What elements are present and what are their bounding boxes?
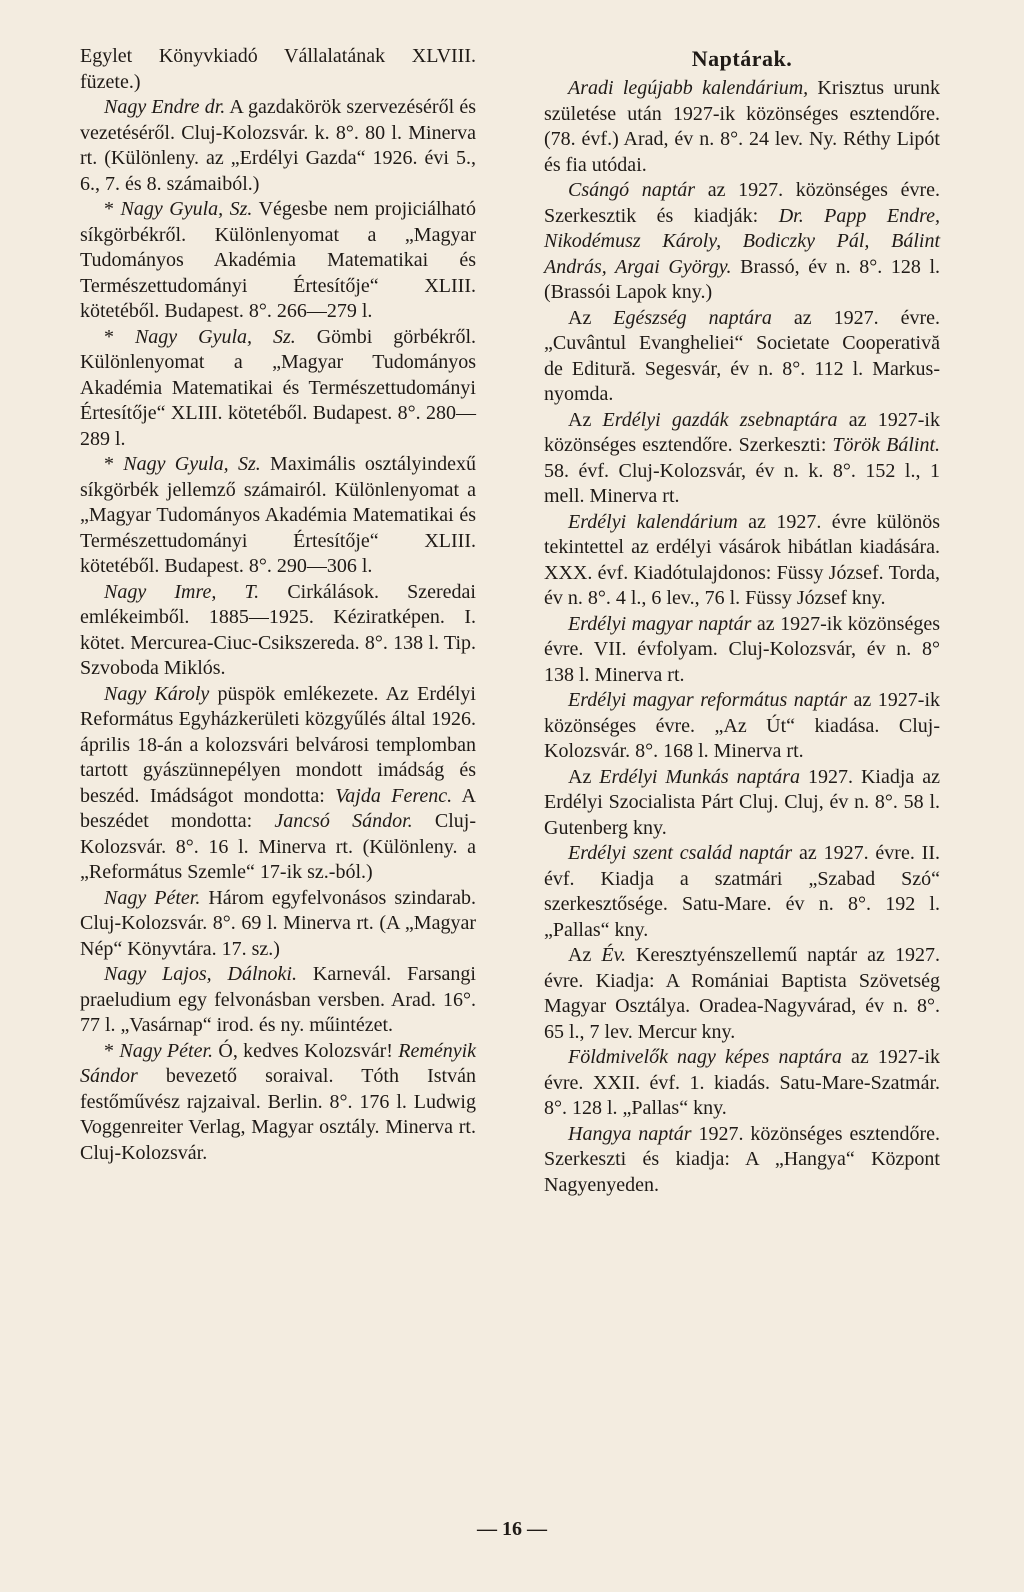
entry-text: Krisztus urunk születése után 1927-ik közönséges esztendőre. (78. évf.) Arad, év n. 8°. 24 lev. Ny. Réthy Lipót és fia utódai. bbox=[544, 77, 940, 176]
entry-author: Nagy Gyula, Sz. bbox=[134, 325, 296, 348]
entry-title: Erdélyi magyar református naptár bbox=[568, 689, 848, 711]
entry-title: Erdélyi gazdák zsebnaptára bbox=[602, 408, 838, 431]
entry-person: Jancsó Sándor. bbox=[274, 810, 413, 832]
entry-text: A beszédet mondotta: bbox=[80, 784, 477, 832]
entry-text: Maximális osztályindexű síkgörbék jellemző számairól. Különlenyomat a „Magyar Tudományos Akadémia Matematikai és Természettudományi Értesítője“ XLIII. kötetéből. Budapest. 8°. 290—306 l. bbox=[80, 453, 476, 577]
entry-text: az 1927-ik közönséges évre. VII. évfolyam. Cluj-Kolozsvár, év n. 8° 138 l. Minerva rt. bbox=[544, 612, 940, 686]
section-heading: Naptárak. bbox=[691, 46, 793, 71]
entry-nagy-imre bbox=[80, 580, 476, 682]
entry-erdelyi-kalendarium bbox=[544, 510, 940, 612]
entry-text: Cluj-Kolozsvár. 8°. 16 l. Minerva rt. (Különleny. a „Református Szemle“ 17-ik sz.-ból.) bbox=[80, 810, 476, 883]
entry-az-ev bbox=[544, 943, 940, 1045]
entry-star: * bbox=[104, 453, 124, 475]
entry-szent-csalad bbox=[544, 841, 940, 943]
entry-person: Török Bálint. bbox=[832, 434, 940, 456]
entry-title: Aradi legújabb kalendárium, bbox=[568, 77, 809, 99]
entry-title: Erdélyi Munkás naptára bbox=[599, 765, 801, 788]
entry-text: Három egyfelvonásos szindarab. Cluj-Kolozsvár. 8°. 69 l. Minerva rt. (A „Magyar Nép“ Könyvtára. 17. sz.) bbox=[80, 886, 476, 960]
entry-foldmivelok bbox=[544, 1045, 940, 1122]
entry-author: Nagy Péter. bbox=[104, 886, 201, 909]
entry-text: Az bbox=[568, 306, 614, 329]
entry-text: az 1927. évre különös tekintettel az erdélyi vásárok hibátlan kiadására. XXX. évf. Kiadótulajdonos: Füssy József. Torda, év n. 8°. 4 l., 6 lev., 76 l. Füssy József kny. bbox=[544, 510, 940, 609]
entry-text: Az bbox=[568, 408, 603, 431]
entry-person: Vajda Ferenc. bbox=[335, 784, 453, 807]
entry-title: Hangya naptár bbox=[568, 1122, 692, 1145]
entry-text: Cirkálások. Szeredai emlékeimből. 1885—1925. Kéziratképen. I. kötet. Mercurea-Ciuc-Csikszereda. 8°. 138 l. Tip. Szvoboda Miklós. bbox=[80, 580, 476, 679]
entry-title: Csángó naptár bbox=[568, 179, 696, 201]
entry-title: Erdélyi kalendárium bbox=[568, 510, 738, 533]
entry-star: * bbox=[104, 325, 135, 348]
entry-text: az 1927-ik közönséges esztendőre. Szerkeszti: bbox=[544, 408, 940, 456]
entry-title: Erdélyi magyar naptár bbox=[568, 612, 752, 635]
entry-text: Karnevál. Farsangi praeludium egy felvonásban versben. Arad. 16°. 77 l. „Vasárnap“ irod. és ny. műintézet. bbox=[80, 963, 476, 1036]
entry-text: az 1927-ik közönséges évre. „Az Út“ kiadása. Cluj-Kolozsvár. 8°. 168 l. Minerva rt. bbox=[544, 689, 940, 762]
entry-text: az 1927-ik évre. XXII. évf. 1. kiadás. Satu-Mare-Szatmár. 8°. 128 l. „Pallas“ kny. bbox=[544, 1046, 940, 1119]
entry-title: Egészség naptára bbox=[613, 306, 772, 329]
entry-erdelyi-gazdak bbox=[544, 408, 940, 510]
entry-text: Végesbe nem projiciálható síkgörbékről. Különlenyomat a „Magyar Tudományos Akadémia Matematikai és Természettudományi Értesítője“ XLIII. kötetéből. Budapest. 8°. 266—279 l. bbox=[80, 198, 476, 322]
entry-nagy-gyula-1 bbox=[80, 197, 476, 325]
entry-erdelyi-magyar-naptar bbox=[544, 612, 940, 689]
entry-person: Reményik Sándor bbox=[80, 1039, 477, 1087]
entry-text: 58. évf. Cluj-Kolozsvár, év n. k. 8°. 152 l., 1 mell. Minerva rt. bbox=[544, 459, 940, 507]
entry-author: Nagy Gyula, Sz. bbox=[120, 198, 253, 220]
entry-text: bevezető soraival. Tóth István festőművész rajzaival. Berlin. 8°. 176 l. Ludwig Voggenreiter Verlag, Magyar osztály. Minerva rt. Cluj-Kolozsvár. bbox=[80, 1065, 476, 1164]
entry-text: püspök emlékezete. Az Erdélyi Református Egyházkerületi közgyűlés által 1926. április 18-án a kolozsvári belvárosi templomban tartott gyászünnepélyen mondott imádság és beszéd. Imádságot mondotta: bbox=[80, 682, 476, 807]
entry-author: Nagy Gyula, Sz. bbox=[123, 453, 261, 475]
entry-text: 1927. közönséges esztendőre. Szerkeszti és kiadja: A „Hangya“ Központ Nagyenyeden. bbox=[544, 1122, 940, 1196]
entry-nagy-gyula-3 bbox=[80, 452, 476, 580]
entry-nagy-karoly bbox=[80, 682, 476, 886]
entry-title: Földmivelők nagy képes naptára bbox=[568, 1046, 842, 1068]
entry-continuation: Egylet Könyvkiadó Vállalatának XLVIII. füzete.) bbox=[80, 45, 476, 93]
entry-text: A gazdakörök szervezéséről és vezetéséről. Cluj-Kolozsvár. k. 8°. 80 l. Minerva rt. (Különleny. az „Erdélyi Gazda“ 1926. évi 5., 6., 7. és 8. számaiból.) bbox=[80, 96, 476, 195]
entry-nagy-peter-2 bbox=[80, 1039, 476, 1167]
entry-text: Az bbox=[568, 944, 602, 966]
entry-author: Nagy Endre dr. bbox=[104, 96, 226, 118]
entry-erdelyi-reformatus bbox=[544, 688, 940, 765]
entry-text: Ó, kedves Kolozsvár! bbox=[213, 1039, 399, 1062]
entry-text: az 1927. közönséges évre. Szerkesztik és kiadják: bbox=[544, 179, 940, 227]
right-column bbox=[544, 44, 940, 1198]
entry-text: Az bbox=[568, 765, 600, 788]
entry-title: Év. bbox=[601, 944, 626, 966]
entry-author: Nagy Péter. bbox=[119, 1039, 214, 1062]
entry-star: * bbox=[104, 1039, 120, 1062]
entry-author: Nagy Imre, T. bbox=[104, 580, 260, 603]
entry-star: * bbox=[104, 198, 121, 220]
entry-author: Nagy Lajos, Dálnoki. bbox=[104, 963, 297, 985]
entry-title: Erdélyi szent család naptár bbox=[568, 842, 793, 864]
entry-egeszseg-naptara bbox=[544, 306, 940, 408]
page-number: — 16 — bbox=[477, 1518, 547, 1540]
entry-nagy-endre bbox=[80, 95, 476, 197]
entry-text: az 1927. évre. II. évf. Kiadja a szatmári „Szabad Szó“ szerkesztősége. Satu-Mare. év n. 8°. 192 l. „Pallas“ kny. bbox=[544, 842, 940, 941]
entry-text: Keresztyénszellemű naptár az 1927. évre. Kiadja: A Romániai Baptista Szövetség Magyar Osztálya. Oradea-Nagyvárad, év n. 8°. 65 l., 7 lev. Mercur kny. bbox=[544, 944, 940, 1043]
entry-text: 1927. Kiadja az Erdélyi Szocialista Párt Cluj. Cluj, év n. 8°. 58 l. Gutenberg kny. bbox=[544, 765, 940, 839]
entry-text: az 1927. évre. „Cuvântul Evangheliei“ Societate Cooperativă de Editură. Segesvár, év n. 8°. 112 l. Markus-nyomda. bbox=[544, 306, 941, 405]
entry-text: Gömbi görbékről. Különlenyomat a „Magyar Tudományos Akadémia Matematikai és Természettudományi Értesítője“ XLIII. kötetéből. Budapest. 8°. 280—289 l. bbox=[80, 325, 476, 450]
entry-author: Nagy Károly bbox=[104, 682, 210, 705]
entry-hangya-naptar bbox=[544, 1122, 940, 1199]
entry-erdelyi-munkas bbox=[544, 765, 940, 842]
entry-nagy-lajos bbox=[80, 962, 476, 1039]
entry-nagy-peter-1 bbox=[80, 886, 476, 963]
entry-aradi-kalendarium bbox=[544, 76, 940, 178]
entry-text: Brassó, év n. 8°. 128 l. (Brassói Lapok kny.) bbox=[544, 255, 940, 303]
entry-person: Dr. Papp Endre, Nikodémusz Károly, Bodiczky Pál, Bálint András, Argai György. bbox=[544, 204, 940, 278]
entry-nagy-gyula-2 bbox=[80, 325, 476, 453]
entry-csango-naptar bbox=[544, 178, 940, 306]
left-column bbox=[80, 44, 476, 1166]
